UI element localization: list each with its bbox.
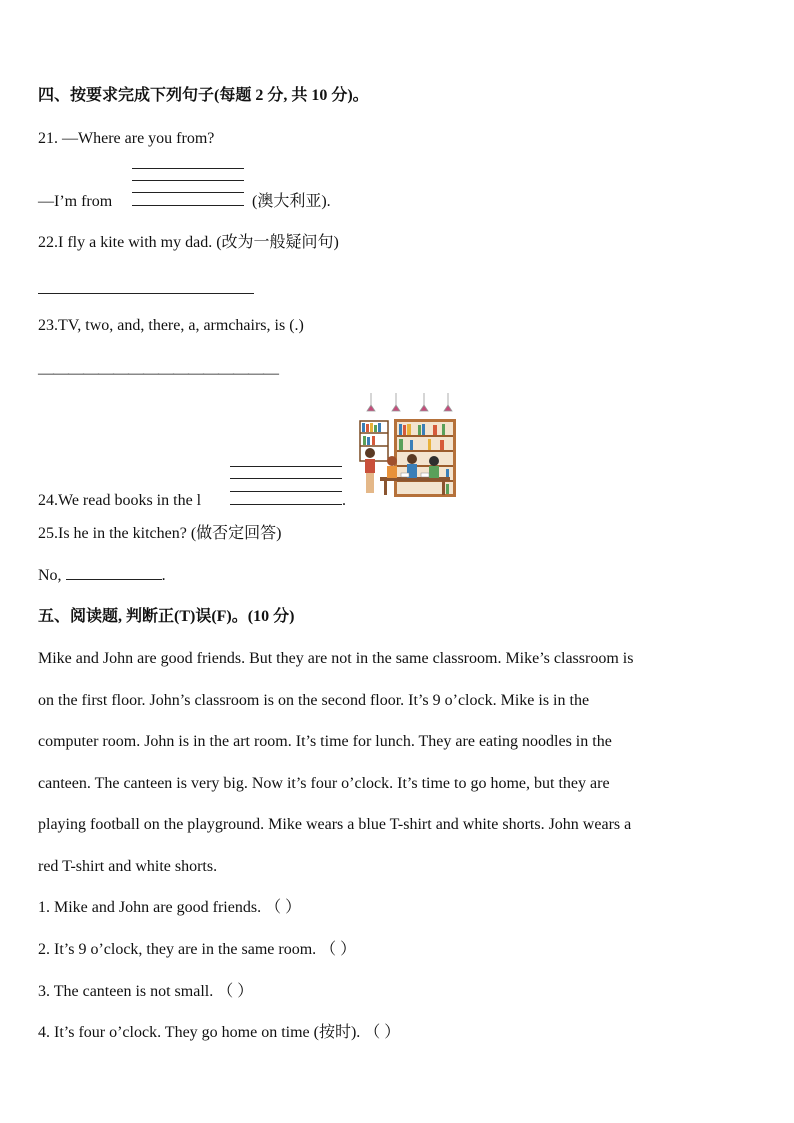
q21-answer-line-3 [132,192,244,193]
q22-answer-line [38,293,254,294]
lamp-icons [367,393,452,411]
passage-line: on the first floor. John’s classroom is on the second floor. It’s 9 o’clock. Mike is in the [38,691,590,709]
tf-question-2: 2. It’s 9 o’clock, they are in the same room. （ ） [38,941,357,958]
section5-title: 五、阅读题, 判断正(T)误(F)。(10 分) [38,608,295,625]
q21-answer-hint: (澳大利亚). [252,193,331,210]
q24-period: . [342,492,346,509]
q25-answer-prefix: No, [38,567,62,584]
tf-question-1: 1. Mike and John are good friends. （ ） [38,899,302,916]
passage-line: computer room. John is in the art room. It’s time for lunch. They are eating noodles in the [38,733,612,751]
passage-line: canteen. The canteen is very big. Now it’s four o’clock. It’s time to go home, but they are [38,774,610,792]
section4-title: 四、按要求完成下列句子(每题 2 分, 共 10 分)。 [38,87,369,104]
q25-question: 25.Is he in the kitchen? (做否定回答) [38,525,282,542]
q24-answer-line-4 [230,504,342,505]
q21-question: 21. —Where are you from? [38,130,215,147]
q25-answer [38,565,166,586]
q24-answer-line-1 [230,466,342,467]
tf-question-4: 4. It’s four o’clock. They go home on time (按时). （ ） [38,1024,401,1041]
q21-answer-line-2 [132,180,244,181]
q22-question: 22.I fly a kite with my dad. (改为一般疑问句) [38,234,339,251]
q23-answer-line: ———————————————— [38,365,278,382]
q25-answer-blank [66,565,162,580]
passage-line: Mike and John are good friends. But they are not in the same classroom. Mike’s classroom is [38,650,634,667]
q21-answer-line-4 [132,205,244,206]
q24-question: 24.We read books in the l [38,492,202,509]
q21-answer-prefix: —I’m from [38,193,113,210]
tf-question-3: 3. The canteen is not small. （ ） [38,983,254,1000]
passage-line: red T-shirt and white shorts. [38,857,218,875]
q24-answer-line-3 [230,491,342,492]
q25-answer-suffix: . [161,567,166,584]
reading-passage [38,638,738,888]
passage-line: playing football on the playground. Mike wears a blue T-shirt and white shorts. John wears a [38,816,632,834]
q23-question: 23.TV, two, and, there, a, armchairs, is (.) [38,317,304,334]
q21-answer-line-1 [132,168,244,169]
q24-answer-line-2 [230,478,342,479]
library-illustration [358,393,458,499]
